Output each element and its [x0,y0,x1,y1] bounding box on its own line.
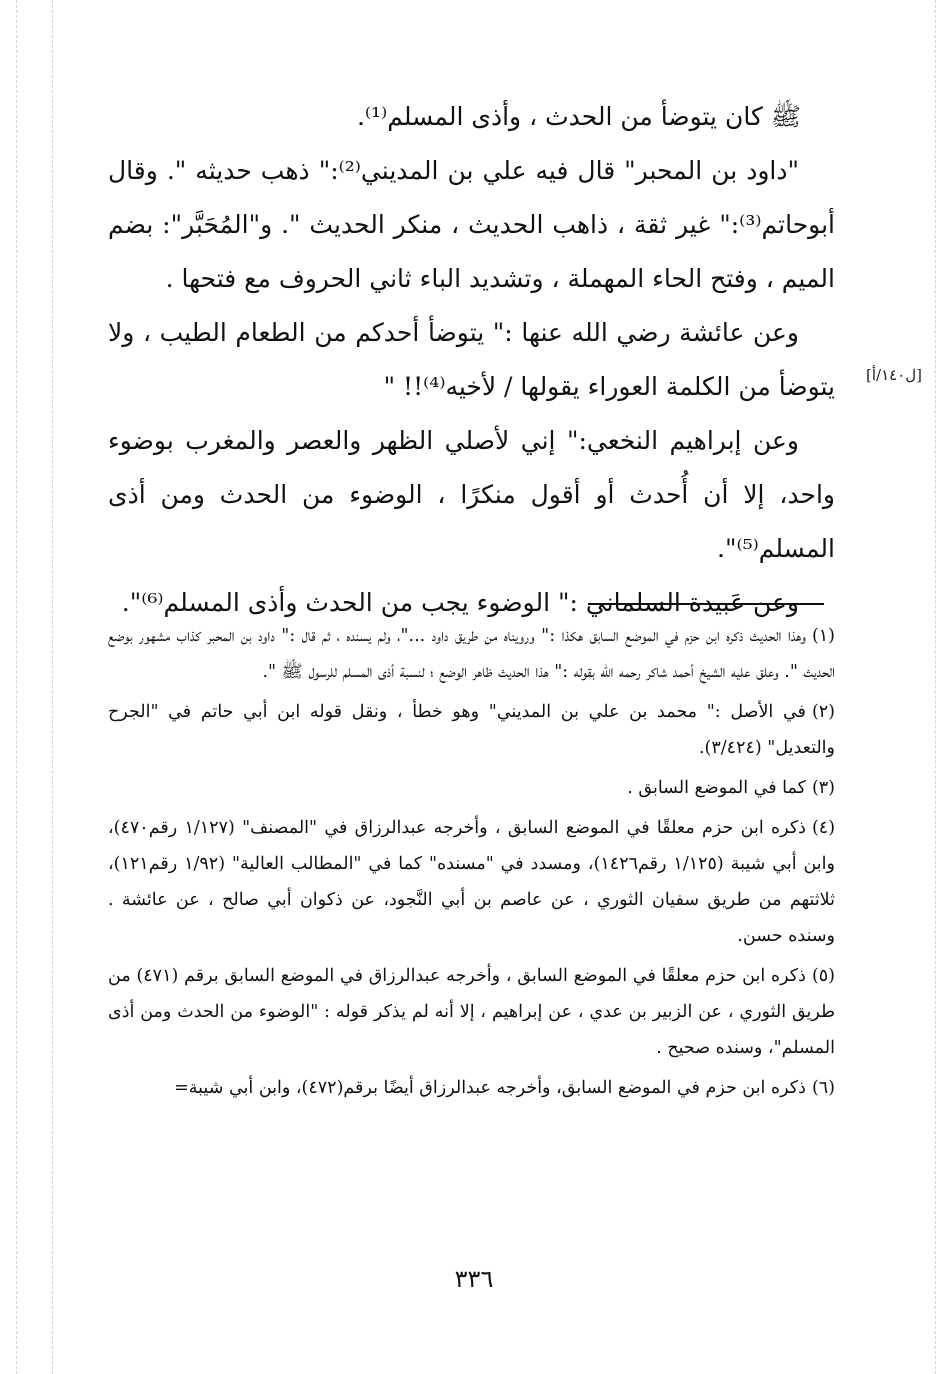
paragraph-2: "داود بن المحبر" قال فيه علي بن المديني⁽²⁾:" ذهب حديثه ". وقال أبوحاتم⁽³⁾:" غير ثقة ، ذاهب الحديث ، منكر الحديث ". و"المُحَبَّر": بضم الميم ، وفتح الحاء المهملة ، وتشديد الباء ثاني الحروف مع فتحها . [108,156,835,293]
manuscript-folio-marker: [ل١٤٠/أ] [866,366,923,384]
scan-guide-line [935,0,936,1374]
main-text [108,90,835,630]
footnote-separator [588,603,824,605]
footnote-1 [108,618,835,690]
page-number: ٣٣٦ [454,1265,494,1293]
footnote-number: (٣) [811,778,835,798]
footnote-number: (٢) [811,702,835,722]
footnote-text: ذكره ابن حزم معلقًا في الموضع السابق ، وأخرجه عبدالرزاق في "المصنف" (١/١٢٧ رقم٤٧٠)، وابن أبي شيبة (١/١٢٥ رقم١٤٢٦)، ومسدد في "مسنده" كما في "المطالب العالية" (١/٩٢ رقم١٢١)، ثلاثتهم من طريق سفيان الثوري ، عن عاصم بن أبي النَّجود، عن ذكوان أبي صالح ، عن عائشة . وسنده حسن. [108,818,835,946]
footnote-text: ذكره ابن حزم في الموضع السابق، وأخرجه عبدالرزاق أيضًا برقم(٤٧٢)، وابن أبي شيبة= [174,1078,806,1098]
footnote-text: في الأصل :" محمد بن علي بن المديني" وهو خطأ ، ونقل قوله ابن أبي حاتم في "الجرح والتعديل" (٣/٤٢٤). [108,702,835,758]
footnote-number: (٦) [811,1078,835,1098]
paragraph-3: وعن عائشة رضي الله عنها :" يتوضأ أحدكم من الطعام الطيب ، ولا يتوضأ من الكلمة العوراء يقولها / لأخيه⁽⁴⁾!! " [108,318,835,401]
scan-guide-line [52,0,53,1374]
paragraph-4: وعن إبراهيم النخعي:" إني لأصلي الظهر والعصر والمغرب بوضوء واحد، إلا أن أُحدث أو أقول منكرًا ، الوضوء من الحدث ومن أذى المسلم⁽⁵⁾". [108,426,835,563]
paragraph-5: وعن عَبيدة السلماني :" الوضوء يجب من الحدث وأذى المسلم⁽⁶⁾". [121,588,799,617]
paragraph-1: ﷺ كان يتوضأ من الحدث ، وأذى المسلم⁽¹⁾. [356,102,801,131]
footnote-2 [108,694,835,766]
scan-guide-line [16,0,17,1374]
footnote-6 [108,1070,835,1106]
footnote-3 [108,770,835,806]
footnote-5 [108,958,835,1066]
footnote-number: (١) [811,626,835,646]
footnote-text: وهذا الحديث ذكره ابن حزم في الموضع السابق هكذا :" ورويناه من طريق داود ..."، ولم يسنده ، ثم قال :" داود بن المحبر كذاب مشهور بوضع الحديث ". وعلق عليه الشيخ أحمد شاكر رحمه الله بقوله :" هذا الحديث ظاهر الوضع ؛ لنسبة أذى المسلم للرسول ﷺ ". [108,626,835,682]
footnote-text: كما في الموضع السابق . [627,778,806,798]
footnote-4 [108,810,835,954]
footnote-text: ذكره ابن حزم معلقًا في الموضع السابق ، وأخرجه عبدالرزاق في الموضع السابق برقم (٤٧١) من طريق الثوري ، عن الزبير بن عدي ، عن إبراهيم ، إلا أنه لم يذكر قوله : "الوضوء من الحدث ومن أذى المسلم"، وسنده صحيح . [108,966,835,1058]
footnotes [108,618,835,1110]
footnote-number: (٥) [811,966,835,986]
footnote-number: (٤) [811,818,836,838]
